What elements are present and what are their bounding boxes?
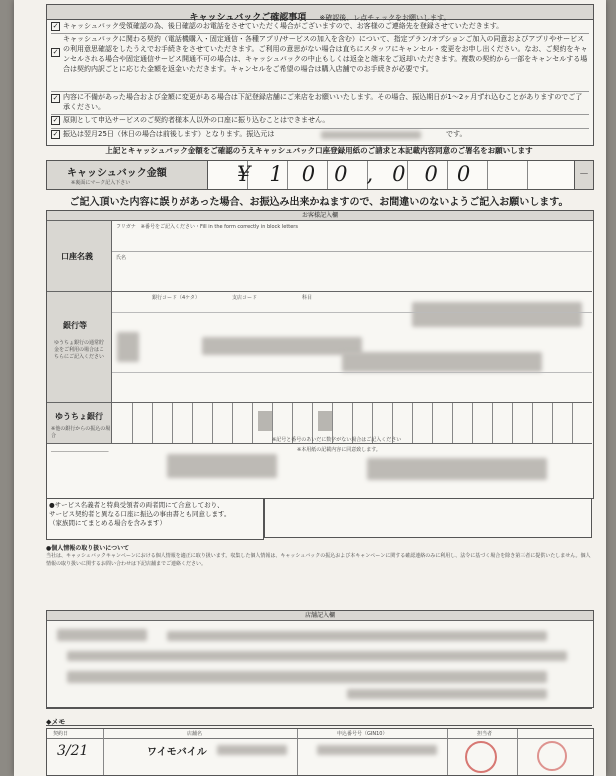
bank-label: 銀行等	[63, 321, 87, 330]
confirmation-section	[46, 4, 594, 146]
yucho-note: ※他の銀行からの振込の場合	[51, 426, 111, 439]
yucho-label: ゆうちょ銀行	[55, 412, 103, 421]
redacted-store-3	[67, 651, 567, 661]
redacted-store-name	[217, 745, 287, 755]
store-name-label: 店舗名	[187, 731, 203, 737]
name-label: 氏名	[116, 255, 127, 261]
service-note: ※本用紙の記載内容に同意致します。	[297, 447, 381, 453]
contract-date-label: 契約日	[53, 731, 69, 737]
hyphen-cell	[318, 411, 332, 431]
redacted-sender	[321, 131, 421, 139]
bank-note: ゆうちょ銀行の通常貯金をご利用の場合はこちらにご記入ください	[53, 340, 104, 360]
bank-field[interactable]	[112, 292, 592, 403]
confirmation-item-5: ✓ 振込は翌月25日（休日の場合は前後します）となります。振込元は です。	[52, 129, 467, 138]
checkbox[interactable]: ✓	[52, 94, 59, 102]
redacted-account	[412, 302, 582, 327]
confirmation-item-1: ✓ キャッシュバック受領確認の為、後日確認のお電話をさせていただく場合がございますので、お客様のご連絡先を登録させていただきます。	[51, 21, 589, 34]
confirmation-item-3: ✓ 内容に不備があった場合および金額に変更がある場合は下記登録店舗にご来店をお願いいたします。その場合、振込期日が1〜2ヶ月ずれ込むことがありますのでご了承ください。	[51, 92, 589, 115]
account-holder-label-cell	[47, 221, 112, 292]
application-no-label: 申込番号号（GIN10）	[337, 731, 388, 737]
privacy-section	[46, 543, 592, 605]
service-line-1: ●サービス名義者と特典受領者の両者間にて合意しており、	[49, 501, 224, 509]
service-consent-box	[46, 498, 264, 540]
agreement-row	[47, 444, 593, 498]
yucho-footnote: ※記号と番号のあいだに数字がない場合はご記入ください	[272, 437, 402, 443]
checkbox[interactable]: ✓	[52, 21, 59, 30]
amount-digit-cells	[207, 161, 575, 189]
amount-row	[46, 160, 594, 190]
checkbox[interactable]: ✓	[52, 115, 59, 124]
redacted-store-4	[67, 671, 547, 683]
checkbox[interactable]: ✓	[52, 48, 59, 56]
confirmation-header	[47, 5, 593, 23]
service-line-2: サービス契約者と異なる口座に振込の事由書とも同意します。	[49, 510, 231, 518]
store-section-header: 店舗記入欄	[47, 611, 593, 621]
seal-stamp-icon	[465, 741, 497, 773]
contract-date-value[interactable]: 3/21	[57, 743, 89, 759]
redacted-store-2	[167, 631, 547, 641]
amount-sublabel: ※裏面にマーク記入下さい	[71, 180, 131, 186]
account-holder-label: 口座名義	[61, 252, 93, 261]
consent-line: 上記とキャッシュバック金額をご確認のうえキャッシュバック口座登録用紙のご請求と本記載内容同意のご署名をお願いします	[105, 146, 533, 155]
redacted-bank-name	[202, 337, 362, 355]
redacted-label: _______________________	[51, 446, 109, 452]
transfer-suffix: です。	[446, 130, 467, 138]
yucho-label-cell	[47, 403, 112, 444]
confirmation-item-4: ✓ 原則として申込サービスのご契約者様本人以外の口座に振り込むことはできません。	[51, 115, 589, 129]
warning-text: ご記入頂いた内容に誤りがあった場合、お振込み出来かねますので、お間違いのないようご記入お願いします。	[69, 197, 569, 208]
bank-form	[46, 210, 594, 499]
redacted-store-1	[57, 629, 147, 641]
store-section	[46, 610, 594, 708]
account-type-label: 科目	[302, 295, 313, 301]
confirmation-title: キャッシュバックご確認事項	[189, 13, 307, 23]
redacted-application-no	[317, 745, 437, 755]
confirmation-item-2: ✓ キャッシュバックに関わる契約（電話機購入・固定通信・各種アプリ/サービスの加入を含む）について、指定プラン/オプションご加入の同意およびアプリやサービスの利用意思確認をしたうえでお手続きをさせていただきます。ご利用の意思がない場合は直ちにスタッフにキャンセル・変更をお申し出ください。なお、ご契約をキャンセルされる場合や固定通信サービス開通不可の場合は、キャッシュバックの中止もしくは返金と端末をご返却いただきます。複数の契約から一部をキャンセルする場合は契約内訳ごとに応じた金額を返金いただきます。キャンセルをご希望の場合は購入店舗でのお手続きが必要です。	[51, 34, 589, 92]
service-block	[46, 498, 592, 538]
footer-table	[46, 728, 594, 776]
branch-code-label: 支店コード	[232, 295, 258, 301]
service-signature-box[interactable]	[264, 498, 592, 538]
redacted-branch	[342, 352, 542, 372]
yucho-field[interactable]	[112, 403, 592, 444]
manager-label: 担当者	[477, 731, 493, 737]
bank-code-label: 銀行コード（4ケタ）	[152, 295, 200, 301]
amount-label: キャッシュバック金額	[67, 168, 167, 179]
amount-suffix-cell: －	[574, 161, 593, 189]
redacted-store-5	[347, 689, 547, 699]
redacted-signature-1	[167, 454, 277, 478]
store-name-value: ワイモバイル	[147, 747, 207, 758]
redacted-signature-2	[367, 458, 547, 480]
amount-label-cell	[47, 161, 208, 189]
confirmation-note: ※確認後、レ点チェックをお願いします。	[319, 14, 451, 22]
bank-form-header: お客様記入欄	[47, 211, 593, 221]
redacted-bank	[117, 332, 139, 362]
privacy-text: 当社は、キャッシュバックキャンペーンにおける個人情報を適正に取り扱います。収集した個人情報は、キャッシュバックの振込および本キャンペーンに関する確認連絡のみに利用し、法令に基づく場合を除き第三者に提供いたしません。個人情報の取り扱いに関するお問い合わせは下記店舗までご連絡ください。	[46, 553, 591, 567]
memo-label: ◆メモ	[46, 718, 66, 726]
bank-label-cell	[47, 292, 112, 403]
furigana-note: フリガナ ※番号をご記入ください・Fill in the form correctly in block letters	[116, 224, 298, 230]
memo-row	[46, 708, 592, 726]
amount-value[interactable]: ¥100,000	[237, 162, 490, 186]
checkbox[interactable]: ✓	[52, 129, 59, 138]
hyphen-cell	[258, 411, 272, 431]
cashback-form-paper	[14, 0, 606, 776]
service-line-3: （家族間にてまとめる場合を含みます）	[49, 519, 166, 527]
account-holder-field[interactable]	[112, 221, 592, 292]
privacy-title: ●個人情報の取り扱いについて	[46, 545, 130, 552]
seal-stamp-icon	[537, 741, 567, 771]
